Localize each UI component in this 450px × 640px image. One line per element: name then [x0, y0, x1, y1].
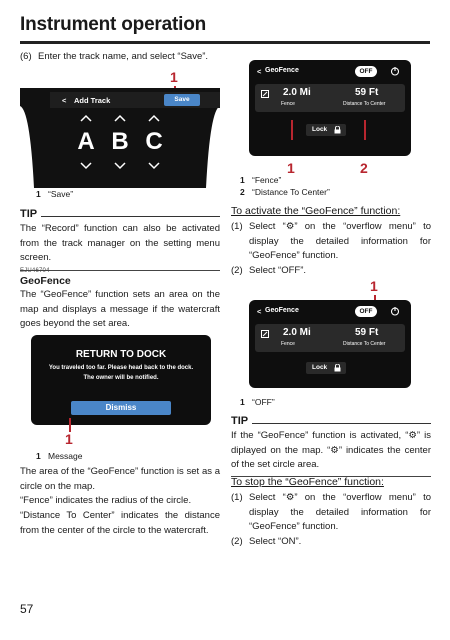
dialog-title: RETURN TO DOCK	[75, 349, 167, 360]
captions-top	[240, 174, 330, 198]
caption-number: 1	[240, 397, 245, 407]
geofence-toggle[interactable]: OFF	[355, 66, 377, 77]
callout-number: 1	[287, 160, 295, 176]
step-text: Select “ON”.	[249, 535, 302, 547]
fence-value: 2.0 Mi	[283, 327, 311, 338]
edit-icon[interactable]	[261, 330, 269, 338]
callout-line	[364, 120, 366, 140]
lock-label: Lock	[312, 364, 328, 371]
tip-box-right	[231, 415, 431, 477]
caption-text: Message	[48, 451, 83, 461]
fence-label: Fence	[281, 341, 295, 347]
step-number: (2)	[231, 535, 243, 547]
geofence-screen-top	[249, 60, 411, 156]
step-text: Enter the track name, and select “Save”.	[38, 51, 209, 62]
activate-heading: To activate the “GeoFence” function:	[231, 205, 401, 217]
lock-icon	[334, 126, 341, 134]
caption-number: 1	[36, 451, 41, 461]
activate-step-1	[231, 220, 431, 264]
callout-number: 1	[65, 431, 73, 447]
geofence-toggle[interactable]: OFF	[355, 306, 377, 317]
step-number: (6)	[20, 51, 32, 62]
back-button[interactable]: <	[62, 96, 67, 105]
callout-number: 1	[370, 278, 378, 294]
back-button[interactable]: <	[257, 67, 262, 76]
step-text: Select “⚙” on the “overflow menu” to display the detailed information for “GeoFence” function.	[249, 492, 431, 532]
caption-off	[240, 396, 275, 408]
tip-text: The “Record” function can also be activated from the track manager on the setting menu screen.	[20, 223, 220, 263]
page-number: 57	[20, 602, 34, 616]
stop-step-2	[231, 535, 431, 550]
step-text: Select “⚙” on the “overflow menu” to display the detailed information for “GeoFence” function.	[249, 221, 431, 261]
distance-label: Distance To Center	[343, 341, 386, 347]
fence-text: “Fence” indicates the radius of the circle.	[20, 495, 192, 506]
geofence-heading: GeoFence	[20, 275, 71, 287]
power-icon[interactable]	[390, 306, 400, 316]
distance-label: Distance To Center	[343, 101, 386, 107]
lock-label: Lock	[312, 126, 328, 133]
add-track-screen	[20, 88, 220, 188]
dialog-line-1: You traveled too far. Please head back to the dock.	[48, 365, 194, 371]
caption-fence	[240, 174, 330, 186]
stop-step-1	[231, 491, 431, 535]
fence-value: 2.0 Mi	[283, 87, 311, 98]
step-6	[20, 50, 220, 63]
activate-step-2	[231, 264, 431, 279]
tip-box-left	[20, 208, 220, 271]
tip-label: TIP	[20, 208, 38, 220]
geofence-info-panel	[255, 324, 405, 352]
caption-message	[36, 450, 83, 462]
distance-value: 59 Ft	[355, 87, 379, 98]
stop-steps	[231, 491, 431, 549]
char-down-row	[20, 162, 220, 170]
char-letter[interactable]: A	[77, 128, 95, 155]
tip-heading	[20, 208, 220, 220]
caption-text: “Fence”	[252, 175, 282, 185]
distance-value: 59 Ft	[355, 327, 379, 338]
activate-steps	[231, 220, 431, 278]
chevron-down-icon[interactable]	[80, 162, 92, 170]
step-number: (1)	[231, 221, 243, 232]
screen-title: GeoFence	[265, 307, 299, 314]
page-title: Instrument operation	[20, 14, 207, 35]
geofence-info-panel	[255, 84, 405, 112]
return-to-dock-dialog	[31, 335, 211, 425]
lock-button[interactable]	[306, 124, 346, 136]
back-button[interactable]: <	[257, 307, 262, 316]
callout-number: 2	[360, 160, 368, 176]
chevron-down-icon[interactable]	[148, 162, 160, 170]
char-letter[interactable]: B	[111, 128, 129, 155]
callout-line	[291, 120, 293, 140]
tip-heading	[231, 415, 431, 427]
dialog-line-2: The owner will be notified.	[83, 375, 159, 381]
caption-text: “Distance To Center”	[252, 187, 330, 197]
char-letters-row	[20, 128, 220, 156]
callout-line	[69, 418, 71, 432]
caption-distance	[240, 186, 330, 198]
chevron-up-icon[interactable]	[114, 114, 126, 122]
char-up-row	[20, 114, 220, 122]
caption-number: 2	[240, 187, 245, 197]
stop-heading: To stop the “GeoFence” function:	[231, 476, 384, 488]
caption-text: “OFF”	[252, 397, 275, 407]
char-letter[interactable]: C	[145, 128, 163, 155]
step-number: (1)	[231, 492, 243, 503]
dismiss-button[interactable]: Dismiss	[71, 401, 171, 415]
lock-icon	[334, 364, 341, 372]
caption-number: 1	[36, 189, 41, 199]
step-text: Select “OFF”.	[249, 264, 307, 276]
screen-title: Add Track	[74, 96, 111, 105]
lock-button[interactable]	[306, 362, 346, 374]
save-button[interactable]: Save	[164, 94, 200, 106]
edit-icon[interactable]	[261, 90, 269, 98]
screen-title: GeoFence	[265, 67, 299, 74]
header-rule	[20, 41, 430, 44]
area-text: The area of the “GeoFence” function is set as a circle on the map.	[20, 466, 220, 492]
distance-text: “Distance To Center” indicates the distance from the center of the circle to the watercraft.	[20, 510, 220, 536]
callout-number: 1	[170, 69, 178, 85]
section-code: EJU46704	[20, 268, 50, 274]
fence-label: Fence	[281, 101, 295, 107]
chevron-up-icon[interactable]	[148, 114, 160, 122]
chevron-up-icon[interactable]	[80, 114, 92, 122]
geofence-screen-bottom	[249, 300, 411, 388]
tip-label: TIP	[231, 415, 249, 427]
power-icon[interactable]	[390, 66, 400, 76]
tip-text: If the “GeoFence” function is activated, “⚙” is diplayed on the map. “⚙” indicates the center of the set circle area.	[231, 430, 431, 470]
page-header	[0, 8, 450, 42]
caption-text: “Save”	[48, 189, 74, 199]
caption-save	[36, 188, 73, 200]
caption-number: 1	[240, 175, 245, 185]
chevron-down-icon[interactable]	[114, 162, 126, 170]
tip-rule	[20, 270, 220, 271]
step-number: (2)	[231, 264, 243, 276]
geofence-description: The “GeoFence” function sets an area on the map and displays a message if the watercraft goes beyond the set area.	[20, 289, 220, 329]
